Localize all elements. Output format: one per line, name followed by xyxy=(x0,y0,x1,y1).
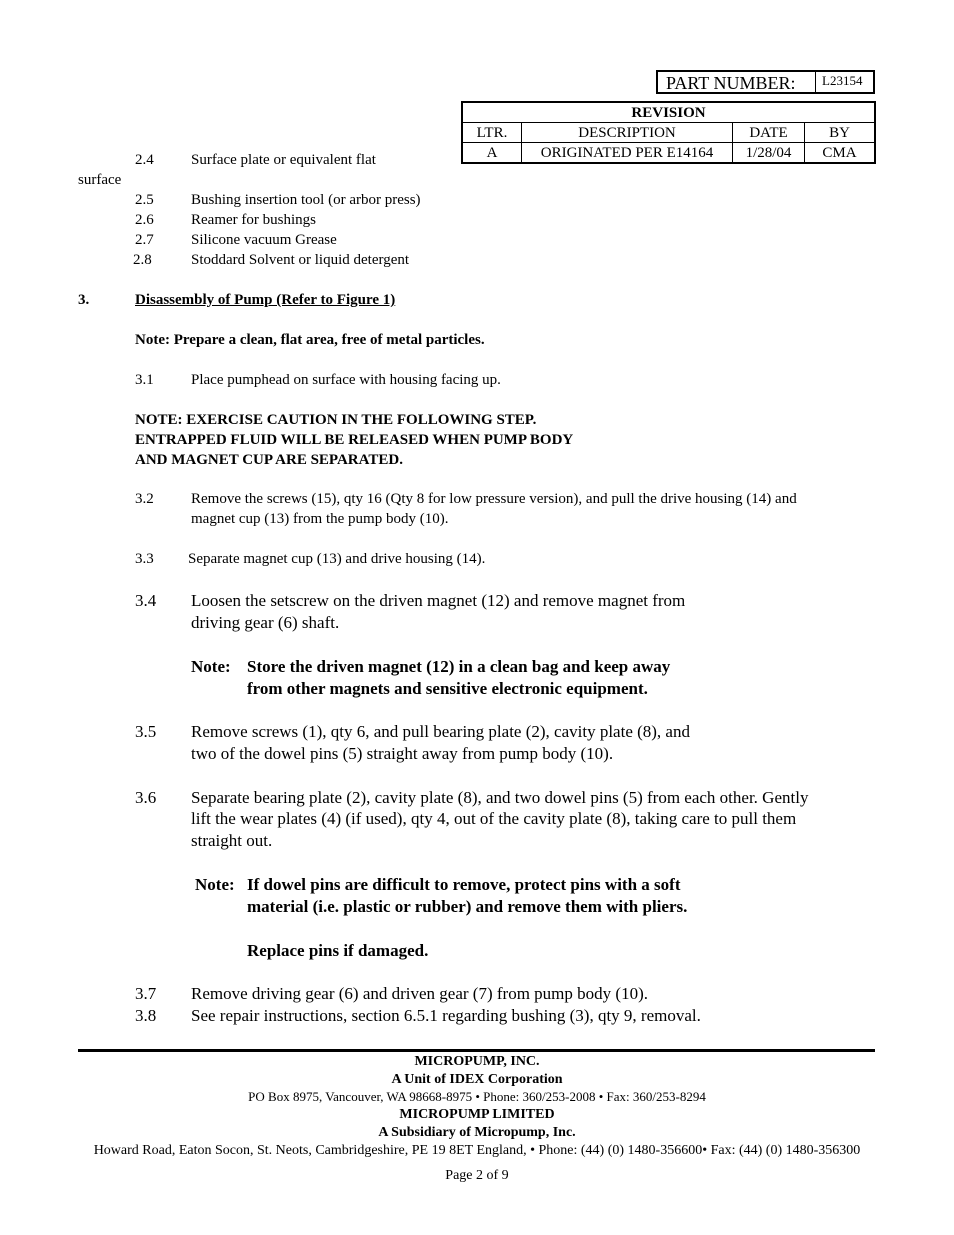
list-item-number: 2.8 xyxy=(133,252,152,268)
note-label: Note: xyxy=(191,657,231,676)
footer-address-us: PO Box 8975, Vancouver, WA 98668-8975 • Phone: 360/253-2008 • Fax: 360/253-8294 xyxy=(248,1089,706,1104)
cell-date: 1/28/04 xyxy=(733,143,805,164)
column-header-ltr: LTR. xyxy=(462,123,522,143)
revision-table xyxy=(461,101,876,164)
list-item-number: 2.5 xyxy=(135,192,154,208)
step-text: Loosen the setscrew on the driven magnet (12) and remove magnet from xyxy=(191,591,686,610)
step-text: Remove driving gear (6) and driven gear (7) from pump body (10). xyxy=(191,984,648,1003)
step-number: 3.7 xyxy=(135,984,157,1003)
part-number-divider xyxy=(815,72,816,92)
list-item-text: Stoddard Solvent or liquid detergent xyxy=(191,252,410,268)
note-prepare: Note: Prepare a clean, flat area, free of metal particles. xyxy=(135,332,485,348)
step-text: Remove the screws (15), qty 16 (Qty 8 for low pressure version), and pull the drive housing (14) and xyxy=(191,491,797,507)
note-text: material (i.e. plastic or rubber) and remove them with pliers. xyxy=(247,897,688,916)
step-number: 3.1 xyxy=(135,372,154,388)
step-text: Place pumphead on surface with housing facing up. xyxy=(191,372,501,388)
footer-unit: A Unit of IDEX Corporation xyxy=(391,1072,563,1087)
step-text: Separate magnet cup (13) and drive housing (14). xyxy=(188,551,486,567)
step-text: lift the wear plates (4) (if used), qty 4, out of the cavity plate (8), taking care to pull them xyxy=(191,809,797,828)
revision-header-row xyxy=(462,123,875,143)
step-number: 3.2 xyxy=(135,491,154,507)
note-text: If dowel pins are difficult to remove, protect pins with a soft xyxy=(247,875,681,894)
list-item-continuation: surface xyxy=(78,172,122,188)
cell-by: CMA xyxy=(805,143,876,164)
footer-company: MICROPUMP, INC. xyxy=(414,1054,540,1069)
part-number-box xyxy=(656,70,875,94)
footer-address-uk: Howard Road, Eaton Socon, St. Neots, Cambridgeshire, PE 19 8ET England, • Phone: (44) (0) 1480-356600• Fax: (44) (0) 1480-356300 xyxy=(93,1143,861,1158)
part-number-label: PART NUMBER: xyxy=(666,73,796,93)
list-item-number: 2.4 xyxy=(135,152,154,168)
footer-subsidiary: A Subsidiary of Micropump, Inc. xyxy=(378,1125,576,1140)
list-item-number: 2.6 xyxy=(135,212,154,228)
revision-title-row xyxy=(462,102,875,123)
caution-line: AND MAGNET CUP ARE SEPARATED. xyxy=(135,452,403,468)
note-text: Store the driven magnet (12) in a clean bag and keep away xyxy=(247,657,671,676)
note-text: Replace pins if damaged. xyxy=(247,941,429,960)
part-number-value: L23154 xyxy=(822,73,863,88)
footer-company-uk: MICROPUMP LIMITED xyxy=(399,1107,555,1122)
note-label: Note: xyxy=(195,875,235,894)
step-text: See repair instructions, section 6.5.1 regarding bushing (3), qty 9, removal. xyxy=(191,1006,701,1025)
note-text: from other magnets and sensitive electronic equipment. xyxy=(247,679,648,698)
step-number: 3.4 xyxy=(135,591,157,610)
step-number: 3.8 xyxy=(135,1006,157,1025)
caution-line: ENTRAPPED FLUID WILL BE RELEASED WHEN PUMP BODY xyxy=(135,432,574,448)
column-header-description: DESCRIPTION xyxy=(522,123,733,143)
column-header-by: BY xyxy=(805,123,876,143)
list-item-text: Silicone vacuum Grease xyxy=(191,232,337,248)
caution-line: NOTE: EXERCISE CAUTION IN THE FOLLOWING STEP. xyxy=(135,412,537,428)
step-text: two of the dowel pins (5) straight away from pump body (10). xyxy=(191,744,614,763)
revision-title: REVISION xyxy=(462,102,875,123)
list-item-text: Reamer for bushings xyxy=(191,212,316,228)
step-number: 3.5 xyxy=(135,722,157,741)
footer-divider xyxy=(78,1049,875,1052)
list-item-text: Surface plate or equivalent flat xyxy=(191,152,376,168)
step-number: 3.3 xyxy=(135,551,154,567)
step-text: driving gear (6) shaft. xyxy=(191,613,340,632)
step-text: magnet cup (13) from the pump body (10). xyxy=(191,511,449,527)
section-number: 3. xyxy=(78,292,90,308)
page-number: Page 2 of 9 xyxy=(445,1168,509,1183)
step-text: Remove screws (1), qty 6, and pull bearing plate (2), cavity plate (8), and xyxy=(191,722,690,741)
table-row xyxy=(462,143,875,164)
cell-description: ORIGINATED PER E14164 xyxy=(522,143,733,164)
cell-ltr: A xyxy=(462,143,522,164)
step-text: Separate bearing plate (2), cavity plate (8), and two dowel pins (5) from each other. Gently xyxy=(191,788,809,807)
list-item-text: Bushing insertion tool (or arbor press) xyxy=(191,192,421,208)
step-text: straight out. xyxy=(191,831,273,850)
column-header-date: DATE xyxy=(733,123,805,143)
section-title: Disassembly of Pump (Refer to Figure 1) xyxy=(135,292,396,308)
step-number: 3.6 xyxy=(135,788,157,807)
list-item-number: 2.7 xyxy=(135,232,154,248)
